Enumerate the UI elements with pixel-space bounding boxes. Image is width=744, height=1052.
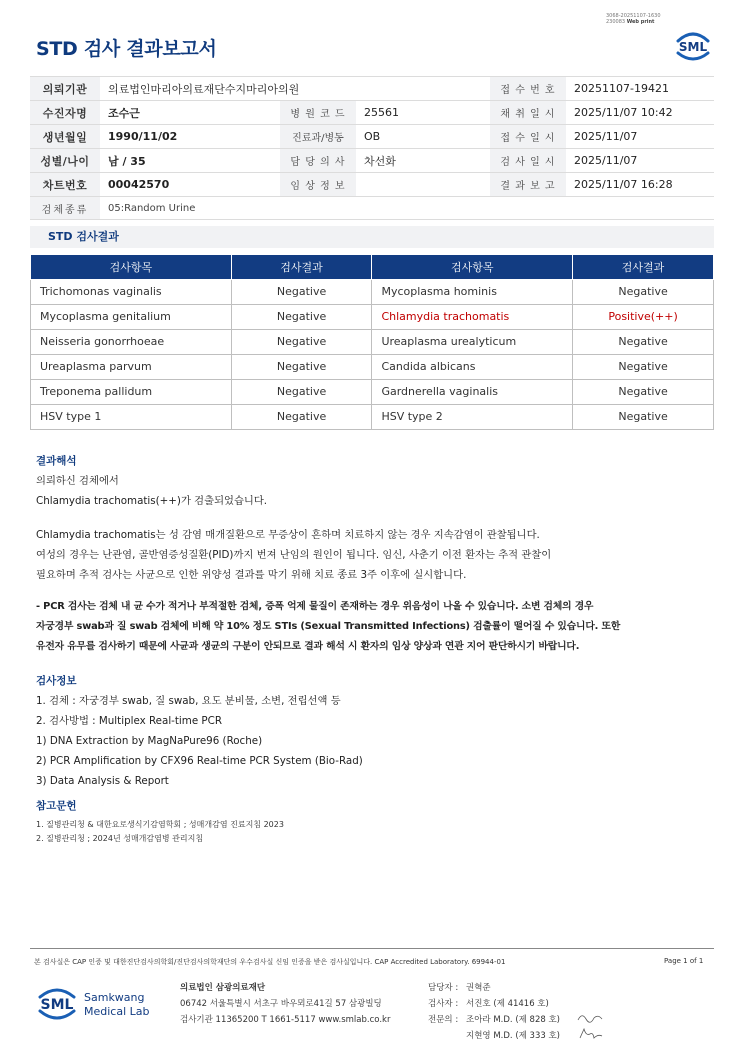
foundation-name: 의료법인 삼광의료재단 — [180, 983, 266, 993]
table-row — [31, 379, 714, 404]
test-item-cell: Mycoplasma genitalium — [31, 304, 232, 329]
test-result-cell: Negative — [573, 279, 714, 304]
interpretation-paragraph — [36, 525, 716, 585]
test-info-line: 1. 검체 : 자궁경부 swab, 질 swab, 요도 분비물, 소변, 전립선액 등 — [36, 695, 341, 707]
org-value: 의료법인마리아의료재단수지마리아의원 — [100, 77, 490, 101]
receive-label: 접 수 일 시 — [490, 125, 566, 149]
info-row — [30, 101, 714, 125]
test-result-cell: Negative — [231, 279, 372, 304]
header-item-2: 검사항목 — [372, 255, 573, 279]
tester-value: 서진호 (제 41416 호) — [466, 999, 549, 1009]
patient-value: 조수근 — [100, 101, 280, 125]
sex-age-value: 남 / 35 — [100, 149, 280, 173]
header-result-1: 검사결과 — [231, 255, 372, 279]
test-result-cell: Negative — [573, 354, 714, 379]
table-row — [31, 354, 714, 379]
test-result-cell: Negative — [573, 379, 714, 404]
document-code-line1: 3068-20251107-1630 — [606, 13, 661, 19]
results-table — [30, 255, 714, 430]
hospital-code-label: 병 원 코 드 — [280, 101, 356, 125]
references-title: 참고문헌 — [36, 800, 77, 812]
test-item-cell: Candida albicans — [372, 354, 573, 379]
interpretation-line: Chlamydia trachomatis는 성 감염 매개질환으로 무증상이 흔하며 치료하지 않는 경우 지속감염이 관찰됩니다. — [36, 529, 540, 541]
interpretation-line: 의뢰하신 검체에서 — [36, 475, 119, 487]
clinical-label: 임 상 정 보 — [280, 173, 356, 197]
address-line: 06742 서울특별시 서초구 바우뫼로41길 57 삼광빌딩 — [180, 999, 382, 1009]
test-result-cell: Negative — [573, 404, 714, 429]
info-row — [30, 149, 714, 173]
interpretation-line: 자궁경부 swab과 질 swab 검체에 비해 약 10% 정도 STIs (Sexual Transmitted Infections) 검출률이 떨어질 수 있습니다. 또한 — [36, 621, 621, 632]
sml-logo-icon — [672, 27, 714, 65]
interpretation-line: 유전자 유무를 검사하기 때문에 사균과 생균의 구분이 안되므로 결과 해석 시 환자의 임상 양상과 연관 지어 판단하시기 바랍니다. — [36, 641, 580, 652]
clinical-value — [356, 173, 490, 197]
interpretation-note — [36, 597, 716, 657]
receive-value: 2025/11/07 — [566, 125, 714, 149]
report-label: 결 과 보 고 — [490, 173, 566, 197]
reference-line: 2. 질병관리청 ; 2024년 성매개감염병 관리지침 — [36, 834, 204, 843]
test-info-line: 2) PCR Amplification by CFX96 Real-time PCR System (Bio-Rad) — [36, 755, 363, 767]
reference-line: 1. 질병관리청 & 대한요로생식기감염학회 ; 성매개감염 진료지침 2023 — [36, 820, 284, 829]
test-info-line: 2. 검사방법 : Multiplex Real-time PCR — [36, 715, 222, 727]
specimen-value: 05:Random Urine — [100, 197, 714, 220]
signature-icon — [576, 1026, 606, 1042]
test-item-cell: HSV type 2 — [372, 404, 573, 429]
info-row — [30, 173, 714, 197]
header-item-1: 검사항목 — [31, 255, 232, 279]
chart-value: 00042570 — [100, 173, 280, 197]
footer-logo-text: SML — [40, 997, 74, 1013]
test-info-line: 1) DNA Extraction by MagNaPure96 (Roche) — [36, 735, 263, 747]
test-result-cell: Negative — [231, 379, 372, 404]
patient-info-table — [30, 76, 714, 220]
references-list — [36, 818, 716, 846]
interpretation-line: - PCR 검사는 검체 내 균 수가 적거나 부적절한 검체, 증폭 억제 물질이 존재하는 경우 위음성이 나올 수 있습니다. 소변 검체의 경우 — [36, 601, 594, 612]
chart-label: 차트번호 — [30, 173, 100, 197]
header-result-2: 검사결과 — [573, 255, 714, 279]
receipt-value: 20251107-19421 — [566, 77, 714, 101]
test-item-cell: HSV type 1 — [31, 404, 232, 429]
samkwang-logo-icon — [36, 981, 160, 1027]
test-item-cell: Chlamydia trachomatis — [372, 304, 573, 329]
accreditation-note: 본 검사실은 CAP 인증 및 대한진단검사의학회/진단검사의학재단의 우수검사실 신임 인증을 받은 검사실입니다. CAP Accredited Laboratory. 69944-01 — [34, 958, 506, 966]
signature-icon — [576, 1010, 606, 1026]
dept-label: 진료과/병동 — [280, 125, 356, 149]
specimen-label: 검체종류 — [30, 197, 100, 220]
test-item-cell: Ureaplasma parvum — [31, 354, 232, 379]
sml-logo-text: SML — [678, 40, 708, 54]
table-row — [31, 329, 714, 354]
test-date-label: 검 사 일 시 — [490, 149, 566, 173]
manager-value: 권혁준 — [466, 983, 491, 993]
test-result-cell: Negative — [231, 404, 372, 429]
receipt-label: 접 수 번 호 — [490, 77, 566, 101]
info-row — [30, 77, 714, 101]
manager-label: 담당자 : — [428, 983, 459, 993]
info-row — [30, 125, 714, 149]
footer-address — [180, 980, 390, 1028]
test-result-cell: Negative — [231, 304, 372, 329]
doctor-value: 차선화 — [356, 149, 490, 173]
dob-label: 생년월일 — [30, 125, 100, 149]
info-row — [30, 197, 714, 220]
specialist-label: 전문의 : — [428, 1015, 459, 1025]
page-title: STD 검사 결과보고서 — [36, 38, 217, 60]
test-result-cell: Negative — [231, 329, 372, 354]
table-row — [31, 279, 714, 304]
results-section-title: STD 검사결과 — [30, 226, 714, 248]
test-result-cell: Negative — [573, 329, 714, 354]
org-label: 의뢰기관 — [30, 77, 100, 101]
document-code-line2: 230083 — [606, 19, 626, 25]
doctor-label: 담 당 의 사 — [280, 149, 356, 173]
hospital-code-value: 25561 — [356, 101, 490, 125]
dob-value: 1990/11/02 — [100, 125, 280, 149]
collect-value: 2025/11/07 10:42 — [566, 101, 714, 125]
interpretation-line: 여성의 경우는 난관염, 골반염증성질환(PID)까지 번져 난임의 원인이 됩니다. 임신, 사춘기 이전 환자는 추적 관찰이 — [36, 549, 552, 561]
test-item-cell: Neisseria gonorrhoeae — [31, 329, 232, 354]
document-code — [606, 13, 676, 25]
test-item-cell: Treponema pallidum — [31, 379, 232, 404]
test-item-cell: Trichomonas vaginalis — [31, 279, 232, 304]
footer-divider — [30, 948, 714, 949]
interpretation-line: 필요하며 추적 검사는 사균으로 인한 위양성 결과를 막기 위해 치료 종료 3주 이후에 실시합니다. — [36, 569, 467, 581]
footer-logo-name2: Medical Lab — [84, 1005, 150, 1018]
test-date-value: 2025/11/07 — [566, 149, 714, 173]
interpretation-line: Chlamydia trachomatis(++)가 검출되었습니다. — [36, 495, 268, 507]
report-value: 2025/11/07 16:28 — [566, 173, 714, 197]
tester-label: 검사자 : — [428, 999, 459, 1009]
table-row — [31, 404, 714, 429]
dept-value: OB — [356, 125, 490, 149]
test-info-list — [36, 691, 716, 791]
results-body — [31, 279, 714, 429]
patient-label: 수진자명 — [30, 101, 100, 125]
test-info-title: 검사정보 — [36, 675, 77, 687]
web-print-label: Web print — [626, 19, 655, 25]
test-item-cell: Gardnerella vaginalis — [372, 379, 573, 404]
results-header-row — [31, 255, 714, 279]
test-info-line: 3) Data Analysis & Report — [36, 775, 169, 787]
collect-label: 채 취 일 시 — [490, 101, 566, 125]
interpretation-summary — [36, 471, 716, 511]
test-result-cell: Positive(++) — [573, 304, 714, 329]
specialist-value-2: 지현영 M.D. (제 333 호) — [466, 1031, 561, 1041]
footer-logo-name1: Samkwang — [84, 991, 145, 1004]
specialist-value-1: 조아라 M.D. (제 828 호) — [466, 1015, 561, 1025]
test-result-cell: Negative — [231, 354, 372, 379]
interpretation-title: 결과해석 — [36, 455, 77, 467]
sex-age-label: 성별/나이 — [30, 149, 100, 173]
test-item-cell: Mycoplasma hominis — [372, 279, 573, 304]
footer-signatures — [428, 980, 560, 1044]
test-item-cell: Ureaplasma urealyticum — [372, 329, 573, 354]
table-row — [31, 304, 714, 329]
page-number: Page 1 of 1 — [664, 957, 704, 965]
contact-line: 검사기관 11365200 T 1661-5117 www.smlab.co.kr — [180, 1015, 391, 1025]
